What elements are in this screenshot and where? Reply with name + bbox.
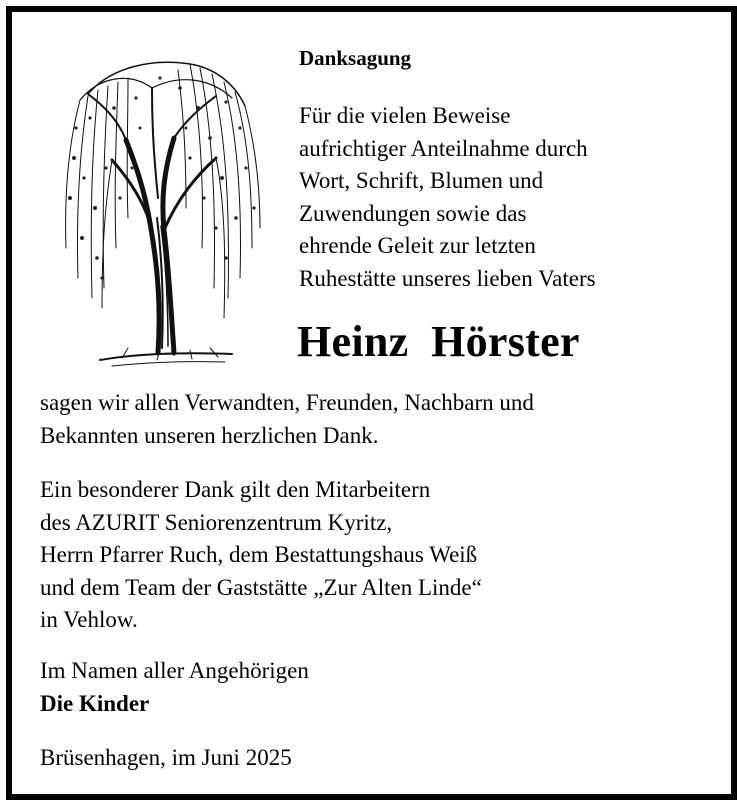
thanks-line: sagen wir allen Verwandten, Freunden, Nachbarn und xyxy=(40,390,534,415)
special-thanks-text xyxy=(40,474,482,637)
signature: Die Kinder xyxy=(40,690,150,716)
intro-line: aufrichtiger Anteilnahme durch xyxy=(299,135,588,161)
special-thanks-line: in Vehlow. xyxy=(40,607,138,632)
deceased-name: Heinz Hörster xyxy=(297,317,580,366)
thanks-text xyxy=(40,387,534,452)
weeping-willow-tree-icon xyxy=(40,48,280,373)
special-thanks-line: und dem Team der Gaststätte „Zur Alten Linde“ xyxy=(40,574,482,600)
closing-line: Im Namen aller Angehörigen xyxy=(40,658,309,683)
intro-line: Wort, Schrift, Blumen und xyxy=(299,168,544,193)
intro-text xyxy=(299,100,596,295)
heading-danksagung: Danksagung xyxy=(299,46,412,70)
intro-line: Für die vielen Beweise xyxy=(299,103,511,128)
special-thanks-line: Herrn Pfarrer Ruch, dem Bestattungshaus Weiß xyxy=(40,542,478,567)
closing-block xyxy=(40,655,309,720)
special-thanks-line: des AZURIT Seniorenzentrum Kyritz, xyxy=(40,509,393,535)
special-thanks-line: Ein besonderer Dank gilt den Mitarbeitern xyxy=(40,477,431,502)
intro-line: Ruhestätte unseres lieben Vaters xyxy=(299,265,596,291)
obituary-frame xyxy=(6,6,737,800)
thanks-line: Bekannten unseren herzlichen Dank. xyxy=(40,422,379,448)
intro-line: Zuwendungen sowie das xyxy=(299,200,527,226)
place-date: Brüsenhagen, im Juni 2025 xyxy=(40,745,292,770)
intro-line: ehrende Geleit zur letzten xyxy=(299,233,536,258)
